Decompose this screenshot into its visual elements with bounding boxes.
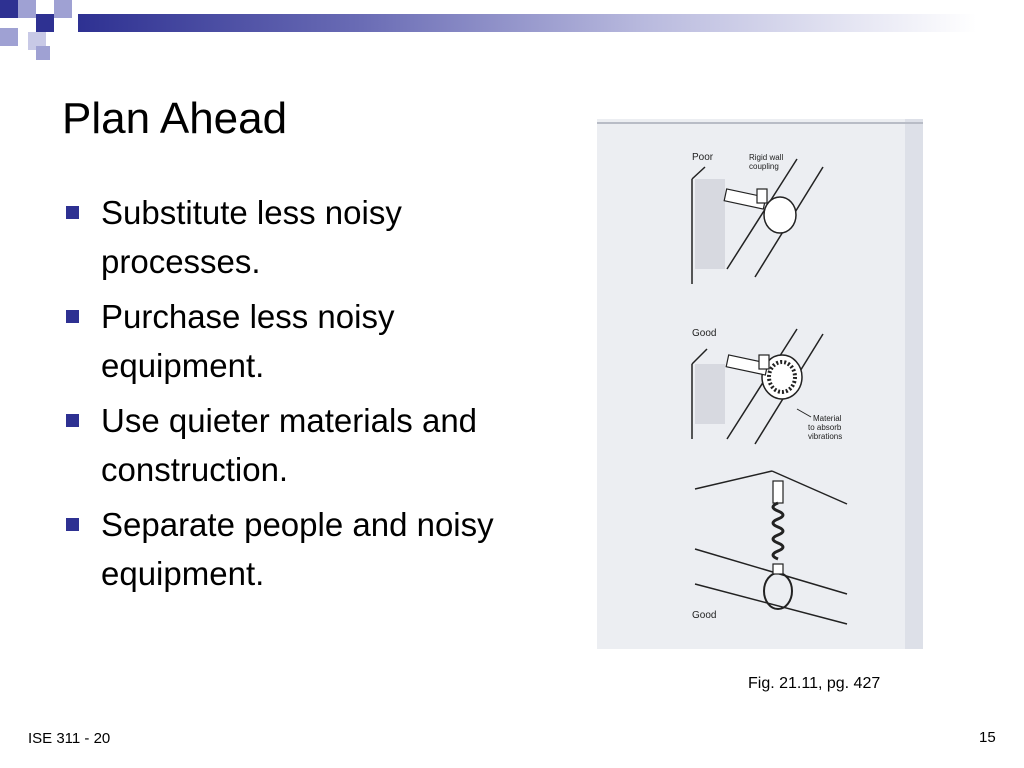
figure-page-edge [905,119,923,649]
bullet-text: Purchase less noisy equipment. [101,298,395,384]
figure-label-good-2: Good [692,610,717,621]
bullet-item [64,292,504,390]
figure-caption: Fig. 21.11, pg. 427 [748,675,881,692]
figure-label-vibrations: vibrations [808,432,843,441]
footer-course: ISE 311 - 20 [28,730,111,747]
header-gradient-bar [78,14,1024,32]
bullet-square-icon [66,310,79,323]
pipe-mounting-figure [597,119,923,649]
bullet-square-icon [66,518,79,531]
figure-illustration [597,119,923,649]
bullet-square-icon [66,206,79,219]
decor-square [18,0,36,18]
bullet-item [64,188,504,286]
header-decoration [0,0,1024,60]
bullet-list [64,188,504,604]
figure-label-rigid: Rigid wall [749,153,784,162]
bullet-text: Use quieter materials and construction. [101,402,478,488]
decor-square [36,14,54,32]
slide-title: Plan Ahead [62,94,288,143]
decor-square [0,0,18,18]
bullet-item [64,500,504,598]
bullet-text: Separate people and noisy equipment. [101,506,494,592]
figure-label-coupling: coupling [749,162,779,171]
bullet-text: Substitute less noisy processes. [101,194,402,280]
bullet-square-icon [66,414,79,427]
figure-label-good-1: Good [692,328,717,339]
page-number: 15 [979,729,996,746]
bullet-item [64,396,504,494]
decor-square [36,46,50,60]
figure-label-material: Material [813,414,842,423]
figure-label-poor: Poor [692,152,714,163]
decor-square [54,0,72,18]
decor-square [0,28,18,46]
figure-label-absorb: to absorb [808,423,842,432]
